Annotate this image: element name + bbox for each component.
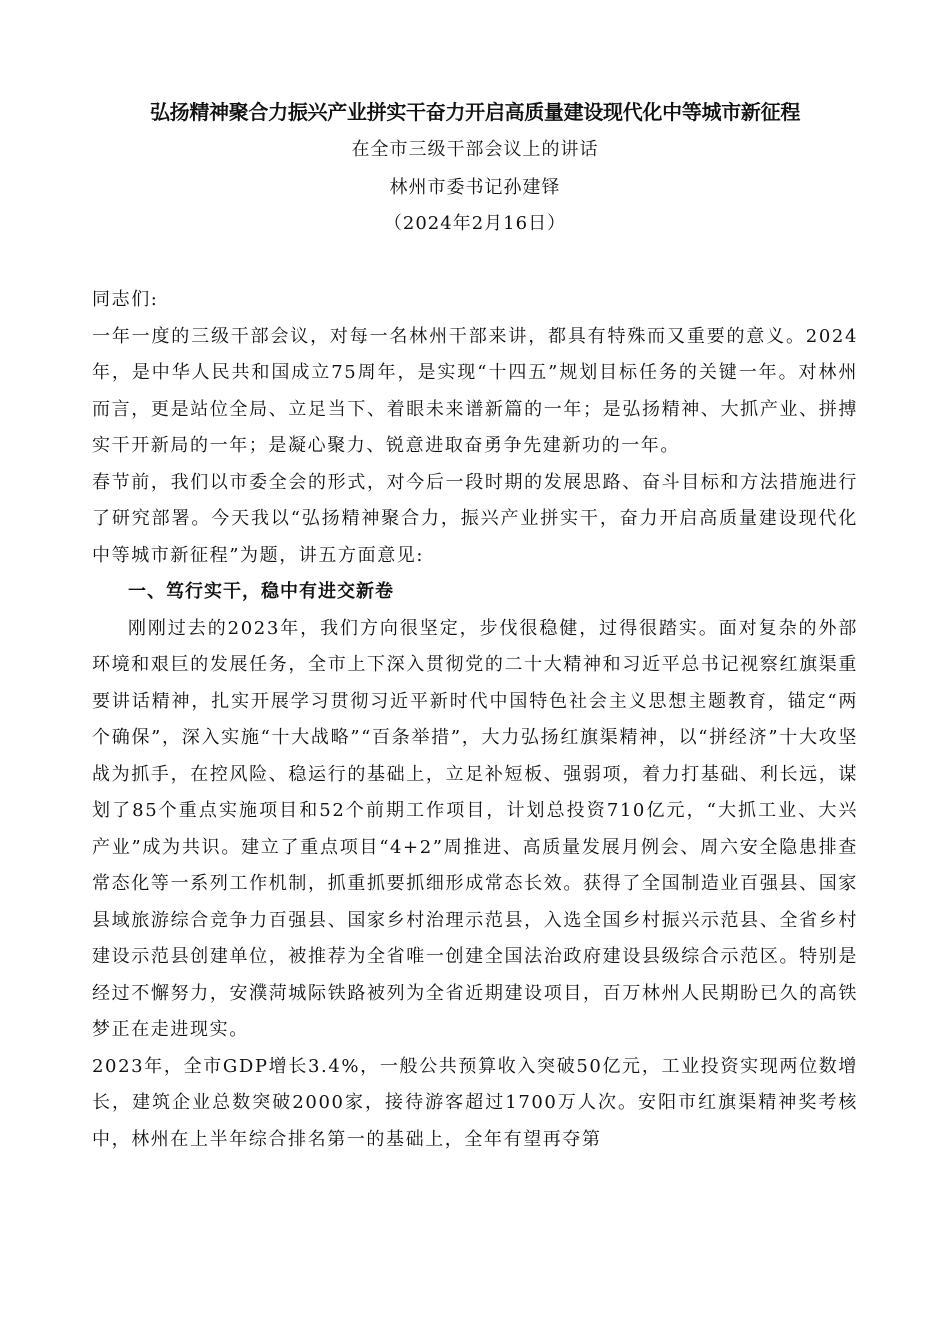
section-heading: 一、笃行实干，稳中有进交新卷 (128, 581, 394, 602)
salutation: 同志们: (92, 289, 159, 310)
document-title: 弘扬精神聚合力振兴产业拼实干奋力开启高质量建设现代化中等城市新征程 (149, 100, 801, 124)
paragraph-opening: 一年一度的三级干部会议，对每一名林州干部来讲，都具有特殊而又重要的意义。2024年，是中华人民共和国成立75周年，是实现“十四五”规划目标任务的关键一年。对林州而言，更是站位全局、立足当下、着眼未来谱新篇的一年；是弘扬精神、大抓产业、拼搏实干开新局的一年；是凝心聚力、锐意进取奋勇争先建新功的一年。 (92, 325, 858, 456)
document-subtitle: 在全市三级干部会议上的讲话 (351, 139, 599, 160)
paragraph-statistics: 2023年，全市GDP增长3.4%，一般公共预算收入突破50亿元，工业投资实现两位数增长，建筑企业总数突破2000家，接待游客超过1700万人次。安阳市红旗渠精神奖考核中，林州在上半年综合排名第一的基础上，全年有望再夺第 (92, 1055, 858, 1150)
date-line: （2024年2月16日） (383, 213, 567, 234)
speaker-line: 林州市委书记孙建铎 (389, 177, 561, 198)
document-body (92, 282, 858, 1158)
paragraph-outline: 春节前，我们以市委全会的形式，对今后一段时期的发展思路、奋斗目标和方法措施进行了研究部署。今天我以“弘扬精神聚合力，振兴产业拼实干，奋力开启高质量建设现代化中等城市新征程”为题，讲五方面意见: (92, 471, 858, 566)
paragraph-review: 刚刚过去的2023年，我们方向很坚定，步伐很稳健，过得很踏实。面对复杂的外部环境和艰巨的发展任务，全市上下深入贯彻党的二十大精神和习近平总书记视察红旗渠重要讲话精神，扎实开展学习贯彻习近平新时代中国特色社会主义思想主题教育，锚定“两个确保”，深入实施“十大战略”“百条举措”，大力弘扬红旗渠精神，以“拼经济”十大攻坚战为抓手，在控风险、稳运行的基础上，立足补短板、强弱项，着力打基础、利长远，谋划了85个重点实施项目和52个前期工作项目，计划总投资710亿元，“大抓工业、大兴产业”成为共识。建立了重点项目“4+2”周推进、高质量发展月例会、周六安全隐患排查常态化等一系列工作机制，抓重抓要抓细形成常态长效。获得了全国制造业百强县、国家县域旅游综合竞争力百强县、国家乡村治理示范县，入选全国乡村振兴示范县、全省乡村建设示范县创建单位，被推荐为全省唯一创建全国法治政府建设县级综合示范区。特别是经过不懈努力，安濮菏城际铁路被列为全省近期建设项目，百万林州人民期盼已久的高铁梦正在走进现实。 (92, 617, 858, 1040)
